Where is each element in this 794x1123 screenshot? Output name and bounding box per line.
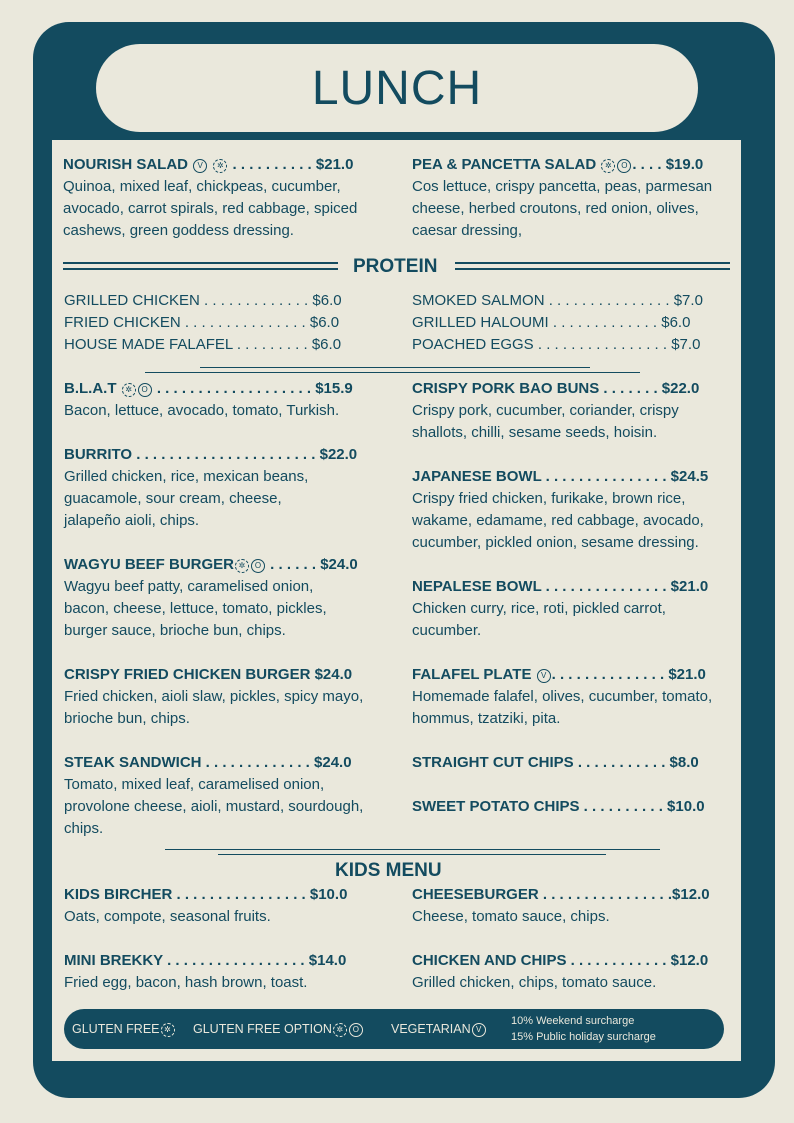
item-leader-dots: . . . . . . . . . . . . . bbox=[201, 754, 315, 771]
protein-list-right bbox=[412, 290, 703, 356]
description-line: cashews, green goddess dressing. bbox=[63, 222, 294, 239]
menu-item-title bbox=[64, 884, 347, 906]
description-line: Bacon, lettuce, avocado, tomato, Turkish. bbox=[64, 402, 340, 419]
item-description bbox=[64, 466, 404, 532]
divider-line bbox=[200, 367, 590, 368]
description-line: Crispy fried chicken, furikake, brown rice, bbox=[412, 490, 686, 507]
item-price: $8.0 bbox=[669, 754, 699, 771]
item-name: CRISPY FRIED CHICKEN BURGER bbox=[64, 666, 311, 683]
surcharge-weekend: 10% Weekend surcharge bbox=[511, 1015, 635, 1027]
legend-label: VEGETARIAN bbox=[391, 1022, 471, 1036]
item-name: STEAK SANDWICH bbox=[64, 754, 202, 771]
protein-item: FRIED CHICKEN . . . . . . . . . . . . . . . $6.0 bbox=[64, 314, 340, 331]
description-line: shallots, chilli, sesame seeds, hoisin. bbox=[412, 424, 658, 441]
item-name: KIDS BIRCHER bbox=[64, 886, 173, 903]
description-line: burger sauce, brioche bun, chips. bbox=[64, 622, 286, 639]
description-line: cucumber. bbox=[412, 622, 482, 639]
item-name: MINI BREKKY bbox=[64, 952, 163, 969]
item-name: STRAIGHT CUT CHIPS bbox=[412, 754, 574, 771]
item-price: $10.0 bbox=[309, 886, 348, 903]
item-name: PEA & PANCETTA SALAD bbox=[412, 156, 597, 173]
item-description bbox=[412, 598, 742, 642]
item-leader-dots: . . . . . . . . . . . bbox=[573, 754, 670, 771]
item-price: $22.0 bbox=[661, 380, 700, 397]
description-line: Cheese, tomato sauce, chips. bbox=[412, 908, 610, 925]
menu-item-title bbox=[64, 664, 352, 686]
legend-vegetarian bbox=[391, 1022, 487, 1037]
item-leader-dots: . . . . . . . . . . . . . . . . bbox=[538, 886, 673, 903]
item-leader-dots: . . . . . . . . . . . . . . bbox=[551, 666, 669, 683]
item-leader-dots: . . . . . . . . . . bbox=[579, 798, 668, 815]
description-line: Fried egg, bacon, hash brown, toast. bbox=[64, 974, 308, 991]
vegetarian-icon: V bbox=[193, 159, 207, 173]
item-price: $14.0 bbox=[308, 952, 347, 969]
protein-item: POACHED EGGS . . . . . . . . . . . . . . . . $7.0 bbox=[412, 336, 701, 353]
menu-item-title bbox=[412, 154, 703, 176]
menu-item-title bbox=[64, 752, 352, 774]
item-price: $24.0 bbox=[320, 556, 358, 573]
description-line: Grilled chicken, rice, mexican beans, bbox=[64, 468, 309, 485]
protein-item: SMOKED SALMON . . . . . . . . . . . . . . . $7.0 bbox=[412, 292, 703, 309]
menu-item-title bbox=[412, 664, 706, 686]
protein-item: HOUSE MADE FALAFEL . . . . . . . . . $6.0 bbox=[64, 336, 342, 353]
title-banner bbox=[96, 44, 698, 132]
item-name: NOURISH SALAD bbox=[63, 156, 189, 173]
description-line: cheese, herbed croutons, red onion, olives, bbox=[412, 200, 699, 217]
gluten-free-icon: ✲ bbox=[235, 559, 249, 573]
description-line: bacon, cheese, lettuce, tomato, pickles, bbox=[64, 600, 327, 617]
item-leader-dots: . . . . . . . . . . . . . . . bbox=[541, 468, 671, 485]
legend-gluten-free bbox=[72, 1022, 176, 1037]
description-line: caesar dressing, bbox=[412, 222, 523, 239]
description-line: provolone cheese, aioli, mustard, sourdough, bbox=[64, 798, 364, 815]
description-line: Tomato, mixed leaf, caramelised onion, bbox=[64, 776, 325, 793]
item-price: $15.9 bbox=[315, 380, 353, 397]
description-line: jalapeño aioli, chips. bbox=[64, 512, 200, 529]
gluten-free-icon: ✲ bbox=[213, 159, 227, 173]
item-leader-dots: . . . . . . . . . . . . . . . bbox=[541, 578, 671, 595]
item-description bbox=[412, 488, 742, 554]
gluten-free-option-icon: O bbox=[617, 159, 631, 173]
item-description bbox=[64, 576, 404, 642]
item-price: $24.5 bbox=[670, 468, 709, 485]
divider-line bbox=[165, 849, 660, 850]
item-description bbox=[412, 400, 742, 444]
item-name: CHICKEN AND CHIPS bbox=[412, 952, 567, 969]
item-name: WAGYU BEEF BURGER bbox=[64, 556, 235, 573]
item-leader-dots: . . . . . . . . . . . . . . . . . . . . . . bbox=[132, 446, 320, 463]
menu-item-title bbox=[412, 466, 708, 488]
item-description bbox=[412, 176, 742, 242]
description-line: Wagyu beef patty, caramelised onion, bbox=[64, 578, 314, 595]
description-line: cucumber, pickled onion, sesame dressing. bbox=[412, 534, 699, 551]
divider-line bbox=[218, 854, 606, 855]
gluten-free-option-icon: O bbox=[251, 559, 265, 573]
divider-line bbox=[145, 372, 640, 373]
page-title: LUNCH bbox=[311, 61, 483, 115]
divider-rule bbox=[455, 262, 730, 270]
description-line: wakame, edamame, red cabbage, avocado, bbox=[412, 512, 704, 529]
item-price: $21.0 bbox=[668, 666, 706, 683]
menu-item-title bbox=[412, 576, 708, 598]
gluten-free-icon: ✲ bbox=[601, 159, 615, 173]
item-price: $24.0 bbox=[314, 666, 353, 683]
item-name: B.L.A.T bbox=[64, 380, 117, 397]
gluten-free-option-icon: O bbox=[138, 383, 152, 397]
menu-item-title bbox=[412, 884, 710, 906]
item-description bbox=[412, 686, 742, 730]
item-name: FALAFEL PLATE bbox=[412, 666, 532, 683]
description-line: Homemade falafel, olives, cucumber, tomato, bbox=[412, 688, 713, 705]
legend-gluten-free-option bbox=[193, 1022, 364, 1037]
description-line: Oats, compote, seasonal fruits. bbox=[64, 908, 271, 925]
item-leader-dots: . . . . . . . . . . . . . . . . . bbox=[162, 952, 309, 969]
menu-item-title bbox=[64, 444, 357, 466]
item-name: CRISPY PORK BAO BUNS bbox=[412, 380, 600, 397]
item-leader-dots: . . . . . . . . . . . . . . . . bbox=[172, 886, 310, 903]
item-price: $21.0 bbox=[670, 578, 709, 595]
surcharge-holiday: 15% Public holiday surcharge bbox=[511, 1031, 656, 1043]
description-line: Chicken curry, rice, roti, pickled carrot, bbox=[412, 600, 666, 617]
item-description bbox=[64, 906, 404, 928]
menu-item-title bbox=[63, 154, 353, 176]
item-leader-dots: . . . . . . . . . . . . . . . . . . . bbox=[152, 380, 316, 397]
menu-item-title bbox=[64, 950, 346, 972]
protein-item: GRILLED HALOUMI . . . . . . . . . . . . . $6.0 bbox=[412, 314, 691, 331]
item-price: $10.0 bbox=[667, 798, 705, 815]
protein-list-left bbox=[64, 290, 342, 356]
item-leader-dots: . . . . . . . . . . . . bbox=[566, 952, 671, 969]
description-line: avocado, carrot spirals, red cabbage, spiced bbox=[63, 200, 358, 217]
divider-rule bbox=[63, 262, 338, 270]
item-description bbox=[64, 686, 404, 730]
gluten-free-option-icon: O bbox=[349, 1023, 363, 1037]
description-line: Grilled chicken, chips, tomato sauce. bbox=[412, 974, 657, 991]
description-line: brioche bun, chips. bbox=[64, 710, 190, 727]
item-price: $21.0 bbox=[315, 156, 354, 173]
menu-item-title bbox=[412, 378, 699, 400]
item-leader-dots: . . . . bbox=[632, 156, 666, 173]
item-description bbox=[412, 906, 742, 928]
description-line: Crispy pork, cucumber, coriander, crispy bbox=[412, 402, 679, 419]
item-price: $22.0 bbox=[319, 446, 358, 463]
menu-item-title bbox=[412, 796, 705, 818]
dietary-legend bbox=[64, 1009, 724, 1049]
description-line: Quinoa, mixed leaf, chickpeas, cucumber, bbox=[63, 178, 341, 195]
section-heading-kids: KIDS MENU bbox=[335, 860, 442, 881]
vegetarian-icon: V bbox=[472, 1023, 486, 1037]
item-leader-dots: . . . . . . . . . . bbox=[228, 156, 316, 173]
gluten-free-icon: ✲ bbox=[122, 383, 136, 397]
item-price: $12.0 bbox=[670, 952, 709, 969]
description-line: chips. bbox=[64, 820, 104, 837]
item-description bbox=[64, 400, 404, 422]
description-line: guacamole, sour cream, cheese, bbox=[64, 490, 282, 507]
gluten-free-icon: ✲ bbox=[161, 1023, 175, 1037]
item-name: SWEET POTATO CHIPS bbox=[412, 798, 580, 815]
item-price: $24.0 bbox=[314, 754, 352, 771]
item-name: JAPANESE BOWL bbox=[412, 468, 542, 485]
vegetarian-icon: V bbox=[537, 669, 551, 683]
item-description bbox=[64, 972, 404, 994]
menu-item-title bbox=[64, 378, 353, 400]
section-heading-protein: PROTEIN bbox=[353, 256, 438, 277]
protein-item: GRILLED CHICKEN . . . . . . . . . . . . . $6.0 bbox=[64, 292, 342, 309]
menu-item-title bbox=[412, 752, 699, 774]
legend-label: GLUTEN FREE bbox=[72, 1022, 160, 1036]
legend-label: GLUTEN FREE OPTION bbox=[193, 1022, 332, 1036]
item-leader-dots: . . . . . . . bbox=[599, 380, 662, 397]
item-description bbox=[64, 774, 404, 840]
item-leader-dots: . . . . . . bbox=[266, 556, 321, 573]
menu-item-title bbox=[64, 554, 358, 576]
description-line: Fried chicken, aioli slaw, pickles, spicy mayo, bbox=[64, 688, 364, 705]
item-name: CHEESEBURGER bbox=[412, 886, 539, 903]
description-line: Cos lettuce, crispy pancetta, peas, parmesan bbox=[412, 178, 713, 195]
item-name: BURRITO bbox=[64, 446, 133, 463]
item-description bbox=[63, 176, 403, 242]
description-line: hommus, tzatziki, pita. bbox=[412, 710, 561, 727]
item-description bbox=[412, 972, 742, 994]
gluten-free-icon: ✲ bbox=[333, 1023, 347, 1037]
item-name: NEPALESE BOWL bbox=[412, 578, 542, 595]
item-price: $12.0 bbox=[672, 886, 710, 903]
menu-item-title bbox=[412, 950, 708, 972]
item-price: $19.0 bbox=[665, 156, 704, 173]
